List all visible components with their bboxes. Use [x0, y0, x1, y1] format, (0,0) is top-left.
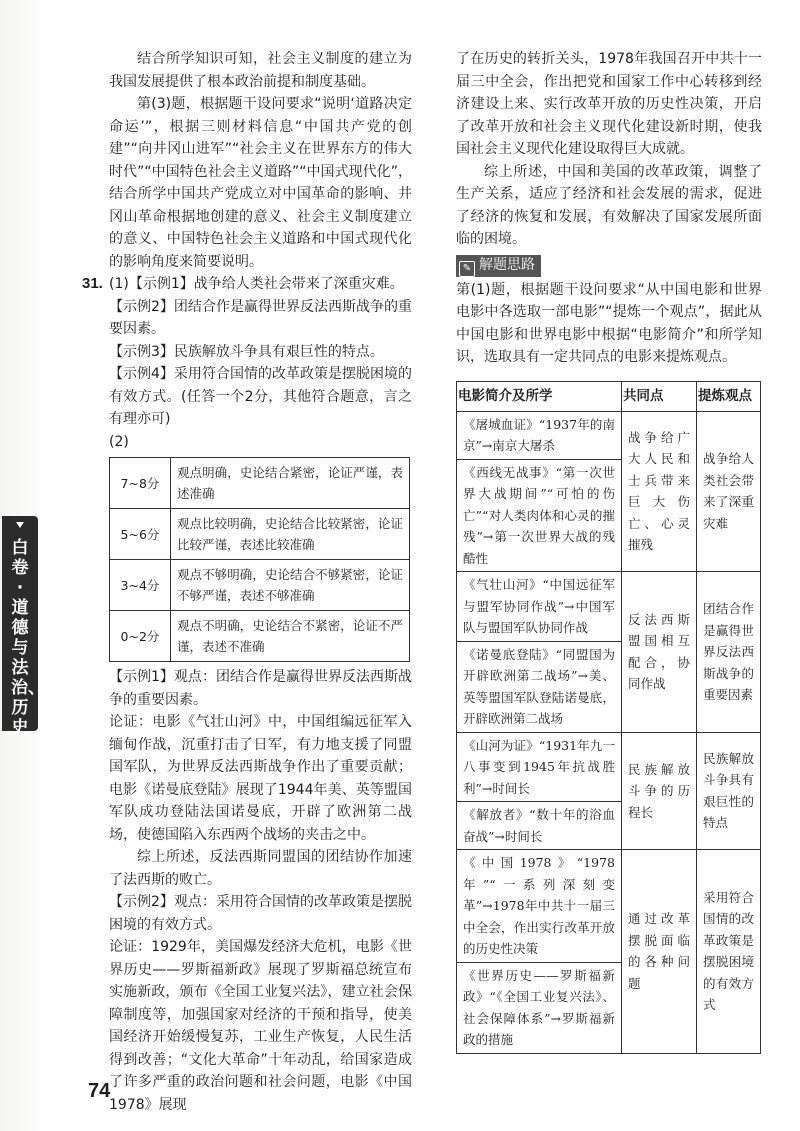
common-point-cell: 通过改革摆脱面临的各种问题	[622, 850, 697, 1054]
common-point-cell: 战争给广大人民和士兵带来巨大伤亡、心灵摧残	[622, 411, 697, 572]
left-paragraph-1: 结合所学知识可知，社会主义制度的建立为我国发展提供了根本政治前提和制度基础。	[109, 51, 412, 90]
view-cell: 战争给人类社会带来了深重灾难	[697, 411, 761, 572]
table-row	[457, 850, 761, 963]
right-paragraph-1: 了在历史的转折关头，1978年我国召开中共十一届三中全会，作出把党和国家工作中心转移到经济建设上来、实行改革开放的历史性决策，开启了改革开放和社会主义现代化建设新时期，使我国社会主义现代化建设取得巨大成就。	[456, 51, 762, 157]
common-point-cell: 民族解放斗争的历程长	[622, 732, 697, 850]
q1-example-4: 【示例4】采用符合国情的改革政策是摆脱困境的有效方式。(任答一个2分，其他符合题意，言之有理亦可)	[109, 366, 412, 427]
example-2-argument: 论证：1929年，美国爆发经济大危机，电影《世界历史——罗斯福新政》展现了罗斯福总统宣布实施新政，颁布《全国工业复兴法》，建立社会保障制度等，加强国家对经济的干预和指导，使美国经济开始缓慢复苏，工业生产恢复，人民生活得到改善；“文化大革命”十年动乱，给国家造成了许多严重的政治问题和社会问题，电影《中国1978》展现	[109, 939, 412, 1113]
table-row	[457, 572, 761, 642]
right-paragraph-3: 第(1)题，根据题干设问要求“从中国电影和世界电影中各选取一部电影”“提炼一个观点”，据此从中国电影和世界电影中根据“电影简介”和所学知识，选取具有一定共同点的电影来提炼观点。	[456, 281, 762, 365]
score-level: 7~8分	[110, 458, 171, 509]
example-1-view: 【示例1】观点：团结合作是赢得世界反法西斯战争的重要因素。	[109, 669, 412, 708]
scoring-table	[109, 457, 410, 662]
table-row	[457, 411, 761, 459]
common-point-cell: 反法西斯盟国相互配合，协同作战	[622, 572, 697, 733]
score-level: 3~4分	[110, 560, 171, 611]
table-row	[110, 611, 410, 662]
film-cell: 《解放者》“数十年的浴血奋战”→时间长	[457, 802, 622, 850]
q1-example-1: (1)【示例1】战争给人类社会带来了深重灾难。	[109, 276, 404, 292]
right-paragraph-2: 综上所述，中国和美国的改革政策，调整了生产关系，适应了经济和社会发展的需求，促进了经济的恢复和发展，有效解决了国家发展所面临的困境。	[456, 163, 762, 247]
view-cell: 团结合作是赢得世界反法西斯战争的重要因素	[697, 572, 761, 733]
film-cell: 《气壮山河》“中国远征军与盟军协同作战”→中国军队与盟国军队协同作战	[457, 572, 622, 642]
film-cell: 《诺曼底登陆》“同盟国为开辟欧洲第二战场”→美、英等盟国军队登陆诺曼底，开辟欧洲第二战场	[457, 641, 622, 732]
section-side-tab	[2, 516, 45, 738]
example-2-view: 【示例2】观点：采用符合国情的改革政策是摆脱困境的有效方式。	[109, 894, 412, 933]
table-row	[110, 560, 410, 611]
film-table-header	[457, 381, 761, 411]
page-number: 74	[88, 1080, 111, 1102]
column-header: 电影简介及所学	[457, 381, 622, 411]
film-cell: 《屠城血证》“1937年的南京”→南京大屠杀	[457, 411, 622, 459]
question-number: 31.	[82, 275, 103, 292]
solution-heading	[456, 255, 541, 277]
q2-label: (2)	[109, 433, 129, 450]
side-tab-label: 白卷·道德与法治、历史	[11, 538, 45, 738]
left-paragraph-2: 第(3)题，根据题干设问要求“说明‘道路决定命运’”，根据三则材料信息“中国共产党的创建”“向井冈山进军”“社会主义在世界东方的伟大时代”“中国特色社会主义道路”“中国式现代化”，结合所学中国共产党成立对中国革命的影响、井冈山革命根据地创建的意义、社会主义制度建立的意义、中国特色社会主义道路和中国式现代化的影响角度来简要说明。	[109, 96, 412, 270]
score-criteria: 观点不明确，史论结合不紧密，论证不严谨，表述不准确	[171, 611, 410, 662]
right-column	[456, 48, 762, 1054]
score-criteria: 观点明确，史论结合紧密，论证严谨，表述准确	[171, 458, 410, 509]
solution-heading-label: 解题思路	[479, 256, 535, 273]
example-1-argument: 论证：电影《气壮山河》中，中国组编远征军入缅甸作战，沉重打击了日军，有力地支援了同盟国军队，为世界反法西斯战争作出了重要贡献；电影《诺曼底登陆》展现了1944年美、英等盟国军队成功登陆法国诺曼底，开辟了欧洲第二战场，使德国陷入东西两个战场的夹击之中。	[109, 714, 412, 843]
film-cell: 《西线无战事》“第一次世界大战期间”“可怕的伤亡”“对人类肉体和心灵的摧残”→第一次世界大战的残酷性	[457, 459, 622, 572]
triangle-marker-icon	[16, 522, 24, 528]
film-cell: 《世界历史——罗斯福新政》“《全国工业复兴法》、社会保障体系”→罗斯福新政的措施	[457, 962, 622, 1053]
q1-example-3: 【示例3】民族解放斗争具有艰巨性的特点。	[109, 343, 384, 360]
film-cell: 《山河为证》“1931年九一八事变到1945年抗战胜利”→时间长	[457, 732, 622, 802]
example-1-summary: 综上所述，反法西斯同盟国的团结协作加速了法西斯的败亡。	[109, 849, 412, 888]
table-row	[110, 458, 410, 509]
table-row	[110, 509, 410, 560]
film-table	[456, 381, 761, 1054]
score-criteria: 观点不够明确，史论结合不够紧密，论证不够严谨，表述不够准确	[171, 560, 410, 611]
column-header: 提炼观点	[697, 381, 761, 411]
column-header: 共同点	[622, 381, 697, 411]
score-criteria: 观点比较明确，史论结合比较紧密，论证比较严谨，表述比较准确	[171, 509, 410, 560]
pencil-note-icon: ✎	[459, 261, 475, 277]
question-31	[82, 273, 412, 296]
table-row	[457, 732, 761, 802]
q1-example-2: 【示例2】团结合作是赢得世界反法西斯战争的重要因素。	[109, 298, 412, 337]
score-level: 0~2分	[110, 611, 171, 662]
view-cell: 民族解放斗争具有艰巨性的特点	[697, 732, 761, 850]
view-cell: 采用符合国情的改革政策是摆脱困境的有效方式	[697, 850, 761, 1054]
score-level: 5~6分	[110, 509, 171, 560]
film-cell: 《中国1978》“1978年”“一系列深刻变革”→1978年中共十一届三中全会，作出实行改革开放的历史性决策	[457, 850, 622, 963]
